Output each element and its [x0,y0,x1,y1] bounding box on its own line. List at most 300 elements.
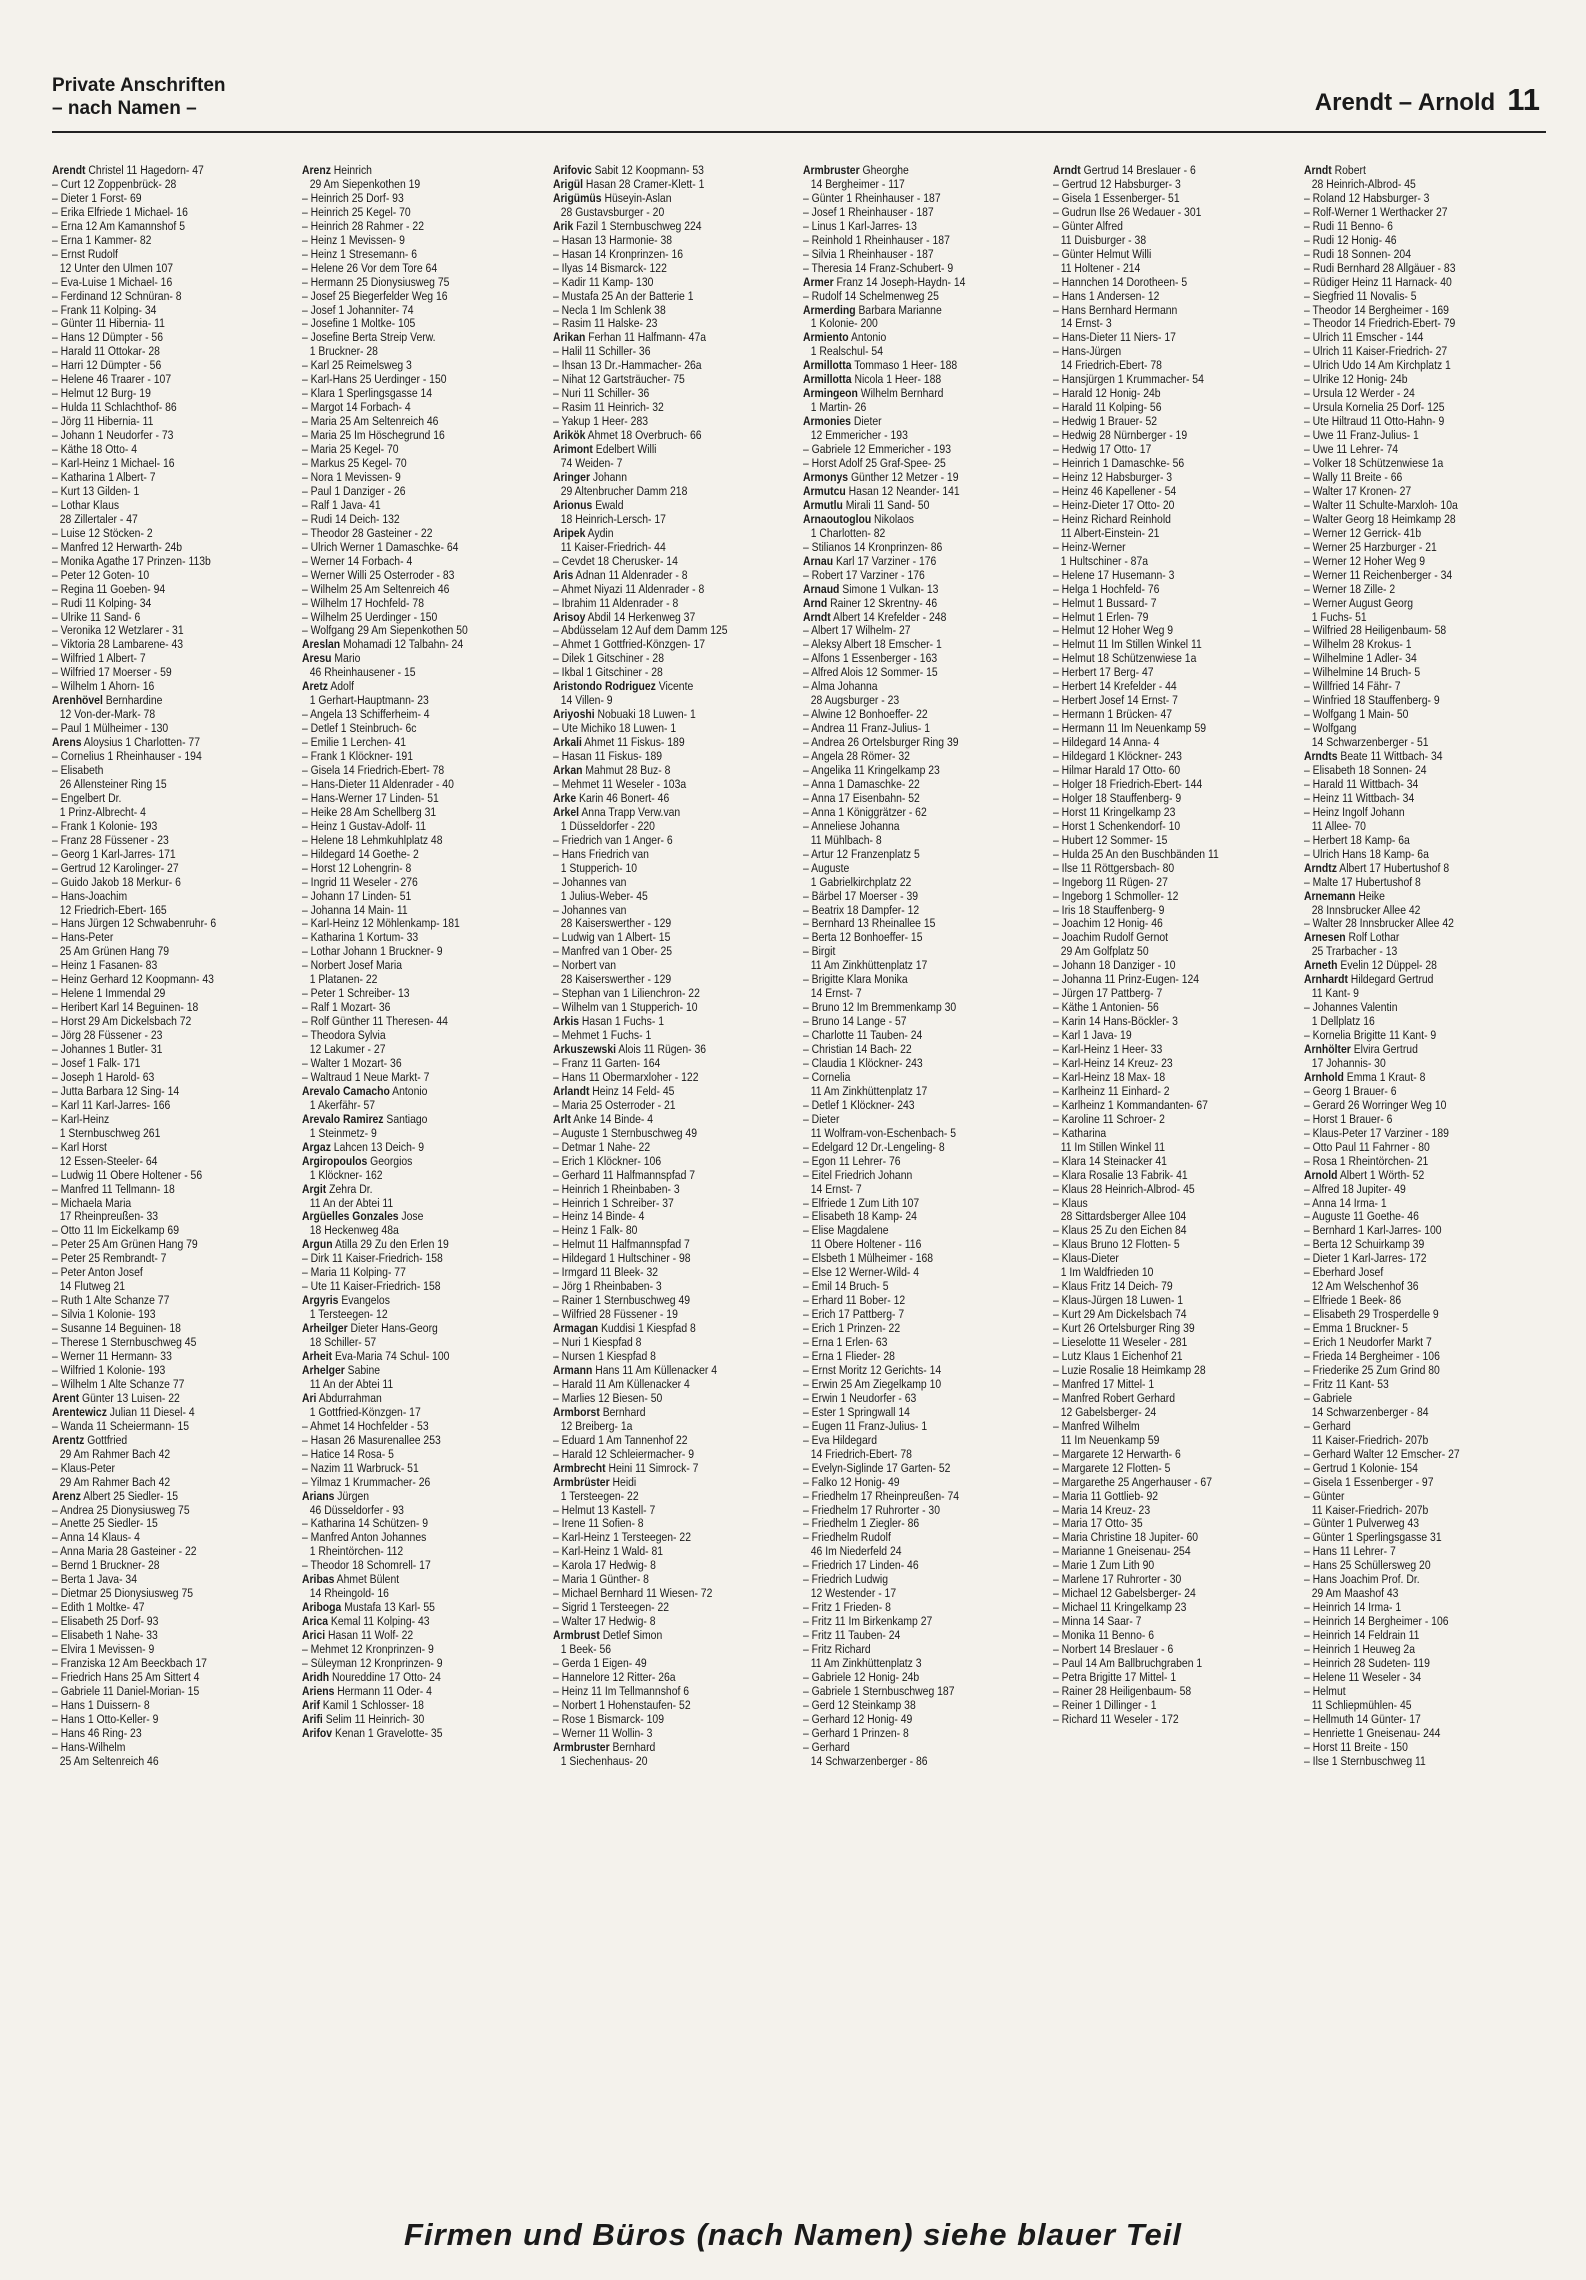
directory-entry: – Hasan 26 Masurenallee 253 [302,1432,442,1447]
directory-entry: 11 Am Zinkhüttenplatz 17 [810,1083,928,1098]
directory-entry: – Petra Brigitte 17 Mittel- 1 [1053,1669,1177,1684]
directory-entry: – Hans 1 Duissern- 8 [52,1697,150,1712]
directory-entry: – Jürgen 17 Pattberg- 7 [1053,986,1163,1001]
directory-entry: – Emma 1 Bruckner- 5 [1303,1321,1408,1336]
surname: Arifov [302,1725,333,1740]
directory-entry: – Norbert 14 Breslauer - 6 [1053,1642,1174,1657]
directory-entry: – Johannes van [552,874,627,889]
directory-entry: – Walter 17 Kronen- 27 [1303,483,1411,498]
directory-entry: – Karl-Hans 25 Uerdinger - 150 [302,372,447,387]
directory-entry: 11 An der Abtei 11 [310,1376,394,1391]
surname: Armiento [802,330,849,345]
directory-entry: – Werner 14 Forbach- 4 [302,553,413,568]
surname: Arheit [302,1349,333,1364]
directory-entry: – Viktoria 28 Lambarene- 43 [52,637,184,652]
surname: Armingeon [802,386,858,401]
directory-entry: 12 Unter den Ulmen 107 [59,260,174,275]
surname: Arisoy [552,609,586,624]
surname: Armillotta [802,372,852,387]
directory-entry: – Volker 18 Schützenwiese 1a [1303,456,1443,471]
directory-entry: – Heinrich 14 Bergheimer - 106 [1303,1614,1449,1629]
directory-entry: Arendt Christel 11 Hagedorn- 47 [52,164,204,177]
directory-entry: 1 Stupperich- 10 [560,860,637,875]
directory-entry: – Lothar Johann 1 Bruckner- 9 [302,944,443,959]
directory-entry: – Gertrud 1 Kolonie- 154 [1303,1460,1418,1475]
directory-entry: – Hans Joachim Prof. Dr. [1303,1572,1420,1587]
directory-entry: – Johannes 1 Butler- 31 [52,1042,163,1057]
directory-entry: Argaz Lahcen 13 Deich- 9 [302,1139,425,1154]
directory-entry: – Ursula 12 Werder - 24 [1303,386,1415,401]
directory-entry: – Bärbel 17 Moerser - 39 [802,888,919,903]
directory-entry: – Helmut 12 Burg- 19 [52,386,151,401]
directory-entry: Armonys Günther 12 Metzer - 19 [802,469,959,484]
directory-entry: 1 Klöckner- 162 [310,1167,383,1182]
column-2 [302,164,544,2219]
directory-entry: Arikök Ahmet 18 Overbruch- 66 [552,428,702,443]
directory-entry: – Helmut 11 Im Stillen Winkel 11 [1053,637,1203,652]
directory-entry: – Elisabeth 25 Dorf- 93 [52,1614,159,1629]
directory-entry: Arheit Eva-Maria 74 Schul- 100 [302,1349,450,1364]
directory-entry: – Günter 11 Hibernia- 11 [52,316,165,331]
directory-entry: 14 Friedrich-Ebert- 78 [810,1446,912,1461]
directory-entry: Arimont Edelbert Willi [552,442,657,457]
surname: Ariens [302,1683,335,1698]
directory-entry: – Wanda 11 Scheiermann- 15 [52,1418,190,1433]
directory-entry: – Günter Alfred [1053,218,1124,233]
directory-entry: 1 Bruckner- 28 [310,344,379,359]
directory-entry: – Peter 25 Am Grünen Hang 79 [52,1237,198,1252]
directory-entry: – Joseph 1 Harold- 63 [52,1069,155,1084]
directory-entry: – Marie 1 Zum Lith 90 [1053,1558,1155,1573]
directory-entry: – Werner 11 Hermann- 33 [52,1349,172,1364]
directory-entry: – Karl-Heinz 14 Kreuz- 23 [1053,1056,1173,1070]
directory-entry: – Hans-Peter [52,930,114,945]
column-6 [1304,164,1546,2219]
directory-entry: – Karl-Heinz 1 Tersteegen- 22 [552,1530,691,1545]
directory-entry: – Nora 1 Mevissen- 9 [302,469,402,484]
directory-entry: – Wilfried 17 Moerser - 59 [52,665,172,680]
directory-entry: – Silvia 1 Rheinhauser - 187 [802,246,934,261]
directory-entry: – Friedrich 17 Linden- 46 [802,1558,919,1573]
directory-entry: Arke Karin 46 Bonert- 46 [552,790,669,805]
directory-entry: – Hans-Joachim [52,888,128,903]
directory-entry: – Helga 1 Hochfeld- 76 [1053,581,1160,596]
surname: Arkali [552,735,582,750]
directory-entry: – Helene 17 Husemann- 3 [1053,567,1175,582]
surname: Arifovic [552,164,592,177]
surname: Armbrust [552,1628,600,1643]
directory-entry: 1 Prinz-Albrecht- 4 [59,804,146,819]
directory-entry: – Detlef 1 Steinbruch- 6c [302,721,417,736]
directory-entry: – Helmut 11 Halfmannspfad 7 [552,1237,690,1252]
surname: Argun [302,1237,333,1252]
directory-entry: – Eduard 1 Am Tannenhof 22 [552,1432,688,1447]
directory-entry: Arnaoutoglou Nikolaos [802,511,914,526]
directory-entry: – Heinz 14 Binde- 4 [552,1209,645,1224]
surname: Arik [552,218,573,233]
directory-entry: – Walter 28 Innsbrucker Allee 42 [1303,916,1454,931]
directory-entry: Arentewicz Julian 11 Diesel- 4 [52,1404,195,1419]
directory-entry: – Wally 11 Breite - 66 [1303,469,1402,484]
directory-entry: – Emil 14 Bruch- 5 [802,1279,889,1294]
directory-entry: – Ilse 1 Sternbuschweg 11 [1303,1753,1426,1768]
directory-entry: – Brigitte Klara Monika [802,972,908,987]
directory-entry: – Wolfgang 29 Am Siepenkothen 50 [302,623,469,638]
directory-entry: 11 Kaiser-Friedrich- 207b [1311,1502,1428,1517]
directory-entry: – Helmut 13 Kastell- 7 [552,1502,655,1517]
directory-entry: – Friedrich Ludwig [802,1572,888,1587]
directory-entry: – Alfred Alois 12 Sommer- 15 [802,665,938,680]
directory-entry: 1 Gottfried-Könzgen- 17 [310,1404,422,1419]
directory-entry: – Heinrich 1 Damaschke- 56 [1053,456,1185,471]
directory-entry: – Werner August Georg [1303,595,1413,610]
directory-entry: – Fritz 11 Tauben- 24 [802,1628,901,1643]
directory-entry: – Yilmaz 1 Krummacher- 26 [302,1474,431,1489]
directory-entry: – Anette 25 Siedler- 15 [52,1516,158,1531]
directory-entry: – Karl-Heinz 1 Heer- 33 [1053,1042,1163,1057]
directory-entry: – Gerhard 11 Halfmannspfad 7 [552,1167,695,1182]
directory-entry: – Klaus-Peter 17 Varziner - 189 [1303,1125,1449,1140]
directory-entry: – Uwe 11 Lehrer- 74 [1303,442,1398,457]
surname: Armonies [802,414,851,429]
surname: Aristondo Rodriguez [552,679,656,694]
directory-entry: – Helmut [1303,1683,1346,1698]
directory-entry: – Otto 11 Im Eickelkamp 69 [52,1223,179,1238]
directory-entry: 28 Gustavsburger - 20 [560,204,664,219]
directory-entry: – Evelyn-Siglinde 17 Garten- 52 [802,1460,951,1475]
directory-entry: – Hans-Werner 17 Linden- 51 [302,790,440,805]
directory-entry: – Johann 1 Neudorfer - 73 [52,428,174,443]
directory-entry: Ariyoshi Nobuaki 18 Luwen- 1 [552,707,696,722]
directory-entry: 29 Altenbrucher Damm 218 [560,483,688,498]
directory-entry: – Erich 1 Klöckner- 106 [552,1153,661,1168]
directory-entry: – Rosa 1 Rheintörchen- 21 [1303,1153,1428,1168]
directory-entry: Armiento Antonio [802,330,887,345]
directory-entry: Arkan Mahmut 28 Buz- 8 [552,762,671,777]
directory-entry: – Franziska 12 Am Beeckbach 17 [52,1655,207,1670]
directory-entry: – Karl-Heinz 18 Max- 18 [1053,1069,1166,1084]
directory-entry: – Lothar Klaus [52,497,120,512]
directory-entry: – Ihsan 13 Dr.-Hammacher- 26a [552,358,702,373]
surname: Argiropoulos [302,1153,368,1168]
directory-entry: Arik Fazil 1 Sternbuschweg 224 [552,218,702,233]
directory-entry: Arnaud Simone 1 Vulkan- 13 [802,581,939,596]
directory-entry: – Ikbal 1 Gitschiner - 28 [552,665,663,680]
directory-entry: – Gerhard 12 Honig- 49 [802,1711,913,1726]
directory-entry: – Christian 14 Bach- 22 [802,1042,912,1057]
directory-entry: Ariboga Mustafa 13 Karl- 55 [302,1600,436,1615]
directory-entry: 17 Rheinpreußen- 33 [59,1209,159,1224]
directory-entry: 1 Dellplatz 16 [1311,1014,1375,1029]
directory-entry: – Ruth 1 Alte Schanze 77 [52,1293,170,1308]
surname: Arigümüs [552,190,602,205]
surname: Arndt [1053,164,1082,177]
directory-entry: – Regina 11 Goeben- 94 [52,581,166,596]
surname: Arndt [802,609,831,624]
directory-entry: – Ulrich Werner 1 Damaschke- 64 [302,539,459,554]
directory-entry: 28 Kaiserswerther - 129 [560,972,671,987]
directory-entry: – Anna 14 Irma- 1 [1303,1195,1387,1210]
directory-entry: 1 Kolonie- 200 [810,316,878,331]
directory-entry: 1 Düsseldorfer - 220 [560,818,655,833]
directory-entry: – Karlheinz 1 Kommandanten- 67 [1053,1097,1209,1112]
directory-entry: – Kurt 26 Ortelsburger Ring 39 [1053,1321,1195,1336]
directory-entry: Ari Abdurrahman [302,1390,383,1405]
surname: Arenz [302,164,332,177]
directory-entry: – Helmut 12 Hoher Weg 9 [1053,623,1174,638]
directory-entry: – Heinrich 1 Rheinbaben- 3 [552,1181,680,1196]
directory-entry: Arkel Anna Trapp Verw.van [552,804,680,819]
directory-entry: 1 Realschul- 54 [810,344,883,359]
directory-entry: – Maria 11 Kolping- 77 [302,1265,407,1280]
directory-entry: 12 Am Welschenhof 36 [1311,1279,1419,1294]
directory-entry: Argüelles Gonzales Jose [302,1209,424,1224]
directory-entry: Argit Zehra Dr. [302,1181,373,1196]
surname: Arif [302,1697,321,1712]
surname: Armonys [802,469,849,484]
directory-entry: – Karl 1 Java- 19 [1053,1028,1132,1043]
directory-entry: – Ferdinand 12 Schnüran- 8 [52,288,182,303]
directory-entry: – Siegfried 11 Novalis- 5 [1303,288,1417,303]
directory-entry: Arndt Robert [1303,164,1366,177]
column-5 [1053,164,1295,2219]
surname: Arnemann [1303,888,1356,903]
surname: Aretz [302,679,329,694]
directory-entry: Armingeon Wilhelm Bernhard [802,386,944,401]
directory-entry: – Claudia 1 Klöckner- 243 [802,1056,923,1070]
directory-entry: – Hatice 14 Rosa- 5 [302,1446,395,1461]
directory-entry: – Bernhard 1 Karl-Jarres- 100 [1303,1223,1442,1238]
directory-entry: 11 Kant- 9 [1311,986,1359,1001]
directory-entry: – Ibrahim 11 Aldenrader - 8 [552,595,678,610]
directory-entry: 11 Kaiser-Friedrich- 44 [560,539,666,554]
directory-entry: Aribas Ahmet Bülent [302,1572,400,1587]
directory-entry: – Theodor 28 Gasteiner - 22 [302,525,433,540]
directory-entry: – Hans Bernhard Hermann [1053,302,1178,317]
surname: Armagan [552,1321,598,1336]
directory-entry: – Artur 12 Franzenplatz 5 [802,846,920,861]
directory-entry: – Wilhelm 17 Hochfeld- 78 [302,595,425,610]
surname: Arneth [1303,958,1338,973]
directory-entry: – Winfried 18 Stauffenberg- 9 [1303,693,1440,708]
directory-entry: 29 Am Maashof 43 [1311,1586,1399,1601]
directory-entry: – Ilse 11 Röttgersbach- 80 [1053,860,1175,875]
directory-entry: 18 Heinrich-Lersch- 17 [560,511,666,526]
directory-entry: 1 Tersteegen- 12 [310,1307,388,1322]
surname: Arica [302,1614,329,1629]
directory-entry: Arigümüs Hüseyin-Aslan [552,190,672,205]
directory-entry: – Hasan 14 Kronprinzen- 16 [552,246,683,261]
directory-entry: – Rudi 12 Honig- 46 [1303,232,1397,247]
directory-entry: Arenz Albert 25 Siedler- 15 [52,1488,179,1503]
directory-entry: – Andrea 26 Ortelsburger Ring 39 [802,735,959,750]
directory-entry: – Michael 12 Gabelsberger- 24 [1053,1586,1197,1601]
directory-entry: – Maria 17 Otto- 35 [1053,1516,1143,1531]
directory-entry: – Auguste [802,860,850,875]
directory-entry: 28 Sittardsberger Allee 104 [1061,1209,1187,1224]
directory-entry: – Wilfried 28 Heiligenbaum- 58 [1303,623,1446,638]
directory-entry: 26 Allensteiner Ring 15 [59,776,167,791]
directory-entry: – Ludwig 11 Obere Holtener - 56 [52,1167,203,1182]
directory-entry: – Helene 11 Weseler - 34 [1303,1669,1421,1684]
directory-entry: – Josef 1 Falk- 171 [52,1056,141,1070]
directory-entry: – Joachim Rudolf Gernot [1053,930,1169,945]
directory-entry: – Heinz Gerhard 12 Koopmann- 43 [52,972,214,987]
directory-entry: – Franz 11 Garten- 164 [552,1056,660,1070]
directory-entry: 14 Ernst- 3 [1061,316,1112,331]
directory-entry: – Berta 12 Bonhoeffer- 15 [802,930,923,945]
surname: Arke [552,790,576,805]
directory-entry: Arenhövel Bernhardine [52,693,163,708]
directory-entry: – Dieter [802,1111,840,1126]
directory-entry: – Heinz-Dieter 17 Otto- 20 [1053,497,1175,512]
section-title-line1: Private Anschriften [52,75,226,96]
directory-entry: 1 Rheintörchen- 112 [310,1544,404,1559]
directory-entry: – Uwe 11 Franz-Julius- 1 [1303,428,1419,443]
directory-entry: – Luise 12 Stöcken- 2 [52,525,153,540]
surname: Arhelger [302,1362,346,1377]
directory-entry: – Anna 1 Königgrätzer - 62 [802,804,927,819]
surname: Aris [552,567,573,582]
directory-entry: – Elisabeth 29 Trosperdelle 9 [1303,1307,1439,1322]
directory-entry: – Maria 1 Günther- 8 [552,1572,649,1587]
directory-entry: – Rüdiger Heinz 11 Harnack- 40 [1303,274,1452,289]
directory-entry: – Norbert Josef Maria [302,958,403,973]
directory-entry: – Dilek 1 Gitschiner - 28 [552,651,664,666]
directory-entry: 14 Ernst- 7 [810,986,862,1001]
directory-entry: – Johann 18 Danziger - 10 [1053,958,1176,973]
directory-entry: – Erika Elfriede 1 Michael- 16 [52,204,188,219]
directory-entry: 28 Innsbrucker Allee 42 [1311,902,1421,917]
directory-entry: – Hildegard 14 Goethe- 2 [302,846,420,861]
directory-entry: Armerding Barbara Marianne [802,302,942,317]
directory-entry: – Wilfried 28 Füssener - 19 [552,1307,678,1322]
directory-entry: Armbruster Bernhard [552,1739,655,1754]
directory-entry: – Klara Rosalie 13 Fabrik- 41 [1053,1167,1189,1182]
directory-entry: – Johanna 14 Main- 11 [302,902,408,917]
directory-entry: – Horst Adolf 25 Graf-Spee- 25 [802,456,946,471]
directory-entry: 11 Am Zinkhüttenplatz 17 [810,958,928,973]
surname: Arlt [552,1111,571,1126]
directory-entry: 28 Kaiserswerther - 129 [560,916,671,931]
directory-entry: – Karl 25 Reimelsweg 3 [302,358,413,373]
directory-entry: – Guido Jakob 18 Merkur- 6 [52,874,181,889]
directory-entry: – Paul 14 Am Ballbruchgraben 1 [1053,1655,1203,1670]
directory-entry: – Hermann 1 Brücken- 47 [1053,707,1173,722]
directory-entry: – Egon 11 Lehrer- 76 [802,1153,901,1168]
directory-entry: – Hellmuth 14 Günter- 17 [1303,1711,1421,1726]
directory-entry: – Friedhelm Rudolf [802,1530,891,1545]
directory-entry: Arkali Ahmet 11 Fiskus- 189 [552,735,685,750]
directory-entry: – Maria 25 Kegel- 70 [302,442,399,457]
directory-entry: Arhelger Sabine [302,1362,381,1377]
directory-entry: – Heinz 11 Wittbach- 34 [1303,790,1414,805]
directory-entry: – Gerhard 1 Prinzen- 8 [802,1725,909,1740]
directory-entry: 18 Schiller- 57 [310,1335,377,1350]
surname: Ariboga [302,1600,342,1615]
directory-entry: Ariens Hermann 11 Oder- 4 [302,1683,433,1698]
directory-entry: – Wilhelm 1 Ahorn- 16 [52,679,155,694]
directory-entry: – Alfons 1 Essenberger - 163 [802,651,938,666]
directory-entry: – Wolfgang [1303,721,1357,736]
directory-entry: – Wilhelm 25 Uerdinger - 150 [302,609,438,624]
directory-entry: – Dieter 1 Karl-Jarres- 172 [1303,1251,1427,1266]
directory-entry: 1 Julius-Weber- 45 [560,888,648,903]
surname: Ari [302,1390,317,1405]
directory-entry: – Gerhard [802,1739,850,1754]
directory-entry: 14 Rheingold- 16 [310,1586,390,1601]
directory-entry: – Horst 29 Am Dickelsbach 72 [52,1014,192,1029]
directory-entry: Arndt Albert 14 Krefelder - 248 [802,609,947,624]
directory-entry: 14 Ernst- 7 [810,1181,862,1196]
directory-entry: 1 Martin- 26 [810,400,867,415]
directory-entry: 28 Zillertaler - 47 [59,511,138,526]
directory-entry: – Manfred 11 Tellmann- 18 [52,1181,175,1196]
directory-entry: – Elisabeth 18 Kamp- 24 [802,1209,917,1224]
directory-entry: Arlandt Heinz 14 Feld- 45 [552,1083,675,1098]
directory-entry: – Rolf-Werner 1 Werthacker 27 [1303,204,1448,219]
directory-entry: – Margarethe 25 Angerhauser - 67 [1053,1474,1213,1489]
directory-entry: – Friedhelm 1 Ziegler- 86 [802,1516,920,1531]
directory-entry: – Gabriele 12 Emmericher - 193 [802,442,951,457]
directory-entry: 74 Weiden- 7 [560,456,623,471]
directory-entry: – Werner 11 Wollin- 3 [552,1725,653,1740]
directory-entry: – Katharina 1 Kortum- 33 [302,930,419,945]
surname: Armutlu [802,497,843,512]
directory-entry: – Rudi Bernhard 28 Allgäuer - 83 [1303,260,1456,275]
surname: Argit [302,1181,327,1196]
directory-entry: – Michael Bernhard 11 Wiesen- 72 [552,1586,713,1601]
directory-entry: 1 Siechenhaus- 20 [560,1753,648,1768]
directory-entry: – Fritz 11 Im Birkenkamp 27 [802,1614,933,1629]
directory-entry: – Kurt 13 Gilden- 1 [52,483,140,498]
directory-entry: – Erich 1 Prinzen- 22 [802,1321,901,1336]
surname: Armbrüster [552,1474,610,1489]
surname: Aridh [302,1669,330,1684]
directory-entry: – Berta 1 Java- 34 [52,1572,137,1587]
directory-entry: – Holger 18 Stauffenberg- 9 [1053,790,1182,805]
directory-entry: 12 Gabelsberger- 24 [1061,1404,1157,1419]
directory-entry: – Hasan 11 Fiskus- 189 [552,749,662,764]
directory-entry: – Maria 11 Gottlieb- 92 [1053,1488,1159,1503]
directory-entry: – Ingeborg 11 Rügen- 27 [1053,874,1169,889]
directory-entry: Arnhold Emma 1 Kraut- 8 [1303,1069,1426,1084]
directory-entry: – Peter 25 Rembrandt- 7 [52,1251,167,1266]
surname: Arndt [1303,164,1332,177]
directory-entry: – Heinz-Werner [1053,539,1126,554]
directory-entry: – Klaus-Peter [52,1460,116,1475]
directory-entry: – Marlene 17 Ruhrorter - 30 [1053,1572,1182,1587]
directory-entry: Aris Adnan 11 Aldenrader - 8 [552,567,688,582]
directory-entry: – Käthe 1 Antonien- 56 [1053,1000,1160,1015]
directory-entry: – Rudolf 14 Schelmenweg 25 [802,288,939,303]
directory-entry: – Rasim 11 Heinrich- 32 [552,400,664,415]
directory-entry: – Yakup 1 Heer- 283 [552,414,648,429]
directory-entry: – Monika Agathe 17 Prinzen- 113b [52,553,211,568]
directory-entry: 14 Schwarzenberger - 51 [1311,735,1429,750]
directory-entry: Argyris Evangelos [302,1293,391,1308]
directory-entry: – Frank 11 Kolping- 34 [52,302,157,317]
directory-entry: – Maria Christine 18 Jupiter- 60 [1053,1530,1199,1545]
directory-entry: – Hans 25 Schüllersweg 20 [1303,1558,1431,1573]
surname: Arnesen [1303,930,1346,945]
surname: Arentewicz [52,1404,107,1419]
directory-entry: – Margarete 12 Herwarth- 6 [1053,1446,1182,1461]
directory-entry: – Klaus-Jürgen 18 Luwen- 1 [1053,1293,1184,1308]
directory-entry: – Stephan van 1 Lilienchron- 22 [552,986,700,1001]
directory-entry: – Erwin 25 Am Ziegelkamp 10 [802,1376,942,1391]
surname: Arifi [302,1711,324,1726]
